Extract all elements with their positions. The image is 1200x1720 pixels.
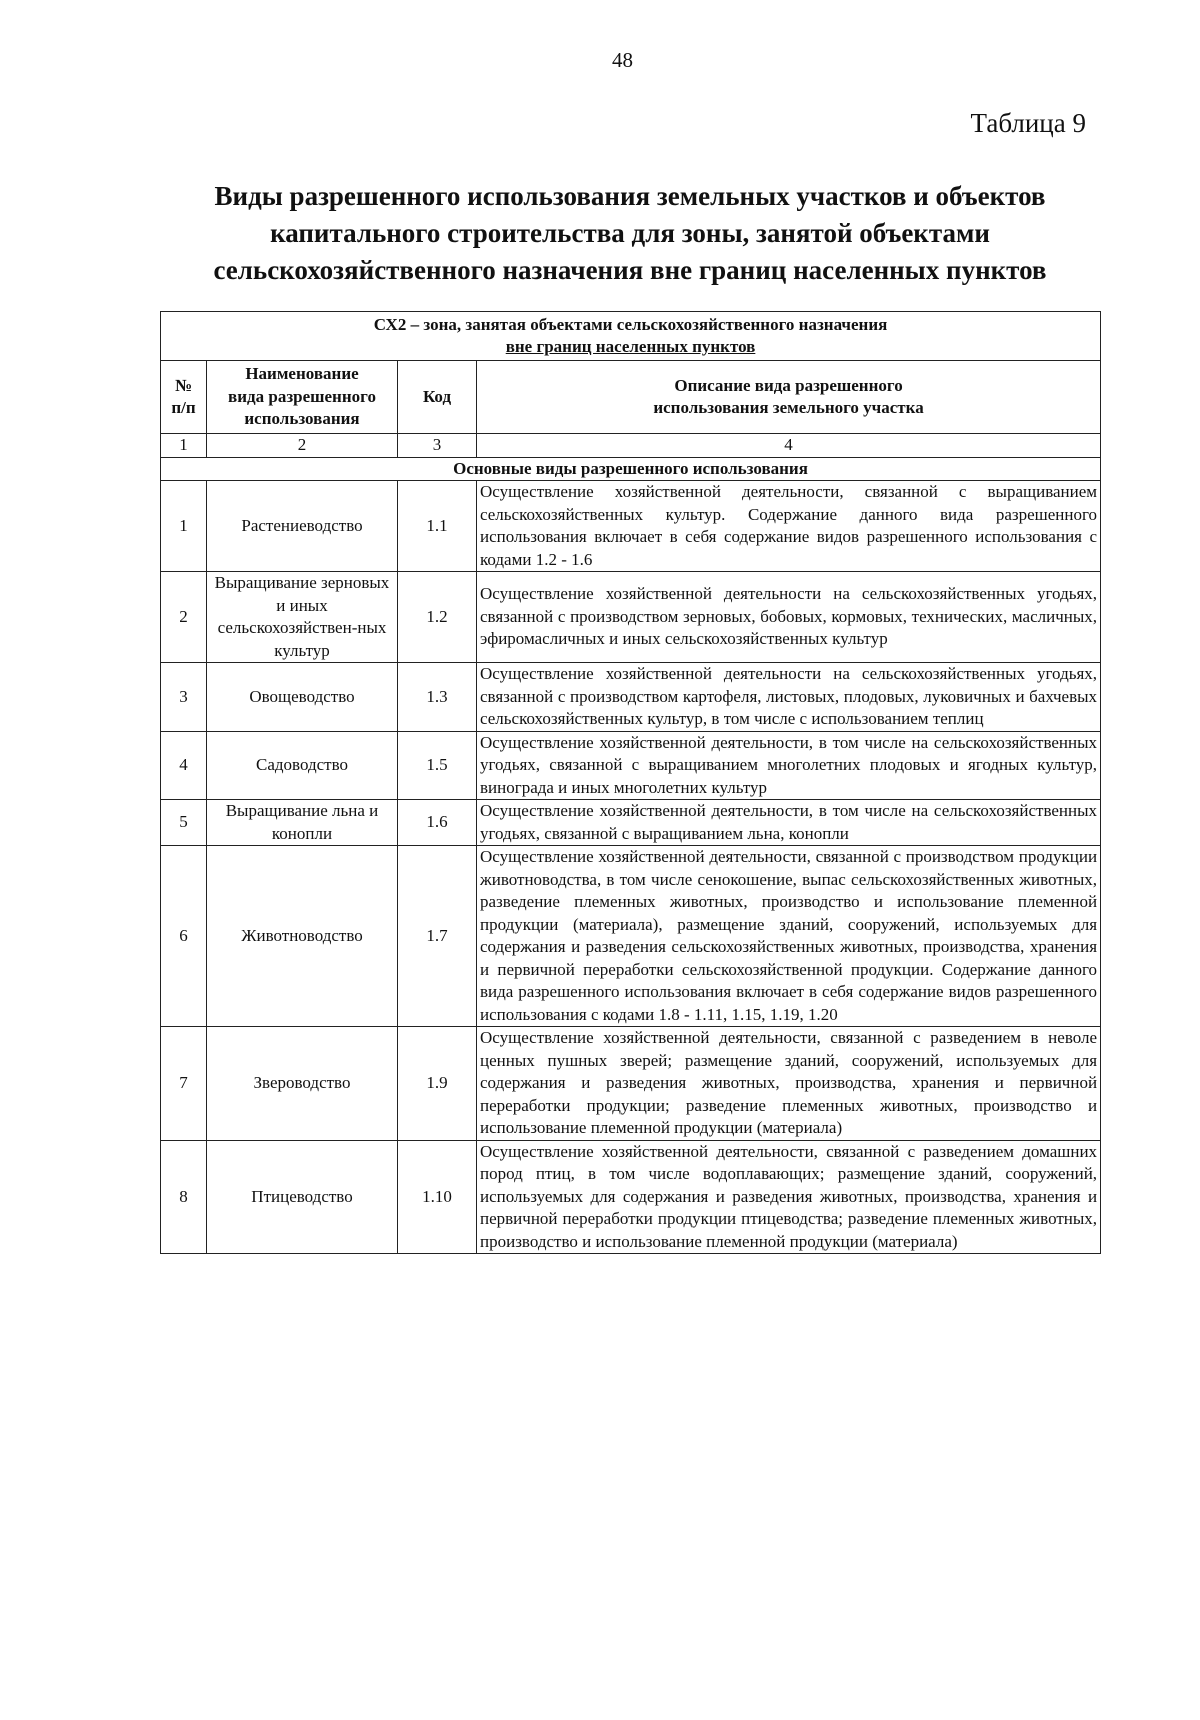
header-name [207, 361, 398, 434]
header-name-line: использования [244, 409, 360, 429]
section-row [161, 457, 1101, 481]
row-name: Звероводство [207, 1027, 398, 1141]
header-num [161, 361, 207, 434]
zone-title-line: вне границ населенных пунктов [505, 337, 756, 356]
row-name: Растениеводство [207, 481, 398, 572]
row-description: Осуществление хозяйственной деятельности, в том числе на сельскохозяйственных угодьях, связанной с выращиванием льна, конопли [477, 800, 1101, 846]
table-row [161, 1027, 1101, 1141]
table-row [161, 1140, 1101, 1254]
table-row [161, 481, 1101, 572]
row-description: Осуществление хозяйственной деятельности на сельскохозяйственных угодьях, связанной с производством зерновых, бобовых, кормовых, технических, масличных, эфиромасличных и иных сельскохозяйственных культур [477, 572, 1101, 663]
table-row [161, 846, 1101, 1027]
row-name: Овощеводство [207, 663, 398, 732]
row-code: 1.10 [398, 1140, 477, 1254]
table-row [161, 572, 1101, 663]
row-name: Выращивание льна и конопли [207, 800, 398, 846]
table-row [161, 663, 1101, 732]
row-name: Животноводство [207, 846, 398, 1027]
column-number: 2 [207, 434, 398, 458]
row-num: 2 [161, 572, 207, 663]
row-name: Садоводство [207, 731, 398, 800]
header-num-line: № [174, 375, 193, 395]
row-num: 6 [161, 846, 207, 1027]
table-label: Таблица 9 [970, 108, 1086, 138]
column-header-row [161, 361, 1101, 434]
header-num-line: п/п [171, 398, 196, 417]
row-description: Осуществление хозяйственной деятельности, связанной с разведением домашних пород птиц, в том числе водоплавающих; размещение зданий, сооружений, используемых для содержания и разведения животных, производства, хранения и первичной переработки продукции птицеводства; разведение племенных животных, производство и использование племенной продукции (материала) [477, 1140, 1101, 1254]
section-title: Основные виды разрешенного использования [161, 457, 1101, 481]
row-num: 3 [161, 663, 207, 732]
column-numbers-row [161, 434, 1101, 458]
row-description: Осуществление хозяйственной деятельности, связанной с выращиванием сельскохозяйственных культур. Содержание данного вида разрешенного использования включает в себя содержание видов разрешенного использования с кодами 1.2 - 1.6 [477, 481, 1101, 572]
column-number: 1 [161, 434, 207, 458]
title-line: сельскохозяйственного назначения вне границ населенных пунктов [213, 255, 1047, 285]
header-name-line: вида разрешенного [228, 386, 376, 406]
header-desc-line: использования земельного участка [653, 398, 924, 417]
row-code: 1.9 [398, 1027, 477, 1141]
header-desc-line: Описание вида разрешенного [674, 375, 903, 395]
row-num: 8 [161, 1140, 207, 1254]
zone-title-cell [161, 312, 1101, 361]
title-line: капитального строительства для зоны, занятой объектами [270, 218, 990, 248]
zone-header-row [161, 312, 1101, 361]
row-num: 5 [161, 800, 207, 846]
row-name: Выращивание зерновых и иных сельскохозяйствен-ных культур [207, 572, 398, 663]
row-code: 1.6 [398, 800, 477, 846]
page-number: 48 [612, 48, 633, 72]
land-use-table [160, 311, 1101, 1254]
row-num: 1 [161, 481, 207, 572]
row-code: 1.2 [398, 572, 477, 663]
table-row [161, 800, 1101, 846]
row-num: 7 [161, 1027, 207, 1141]
zone-title-line: СХ2 – зона, занятая объектами сельскохозяйственного назначения [373, 314, 888, 334]
row-code: 1.3 [398, 663, 477, 732]
row-name: Птицеводство [207, 1140, 398, 1254]
table-row [161, 731, 1101, 800]
header-description [477, 361, 1101, 434]
row-code: 1.7 [398, 846, 477, 1027]
document-title [160, 178, 1100, 289]
row-description: Осуществление хозяйственной деятельности, в том числе на сельскохозяйственных угодьях, связанной с выращиванием многолетних плодовых и ягодных культур, винограда и иных многолетних культур [477, 731, 1101, 800]
row-code: 1.5 [398, 731, 477, 800]
row-description: Осуществление хозяйственной деятельности на сельскохозяйственных угодьях, связанной с производством картофеля, листовых, плодовых, луковичных и бахчевых сельскохозяйственных культур, в том числе с использованием теплиц [477, 663, 1101, 732]
title-line: Виды разрешенного использования земельных участков и объектов [214, 181, 1046, 211]
header-name-line: Наименование [245, 364, 359, 384]
row-num: 4 [161, 731, 207, 800]
header-code: Код [398, 361, 477, 434]
row-description: Осуществление хозяйственной деятельности, связанной с разведением в неволе ценных пушных зверей; размещение зданий, сооружений, используемых для содержания и разведения животных, производства, хранения и первичной переработки продукции; разведение племенных животных, производство и использование племенной продукции (материала) [477, 1027, 1101, 1141]
column-number: 3 [398, 434, 477, 458]
row-description: Осуществление хозяйственной деятельности, связанной с производством продукции животноводства, в том числе сенокошение, выпас сельскохозяйственных животных, разведение племенных животных, производство и использование племенной продукции (материала), размещение зданий, сооружений, используемых для содержания и разведения сельскохозяйственных животных, производства, хранения и первичной переработки сельскохозяйственной продукции. Содержание данного вида разрешенного использования включает в себя содержание видов разрешенного использования с кодами 1.8 - 1.11, 1.15, 1.19, 1.20 [477, 846, 1101, 1027]
row-code: 1.1 [398, 481, 477, 572]
column-number: 4 [477, 434, 1101, 458]
